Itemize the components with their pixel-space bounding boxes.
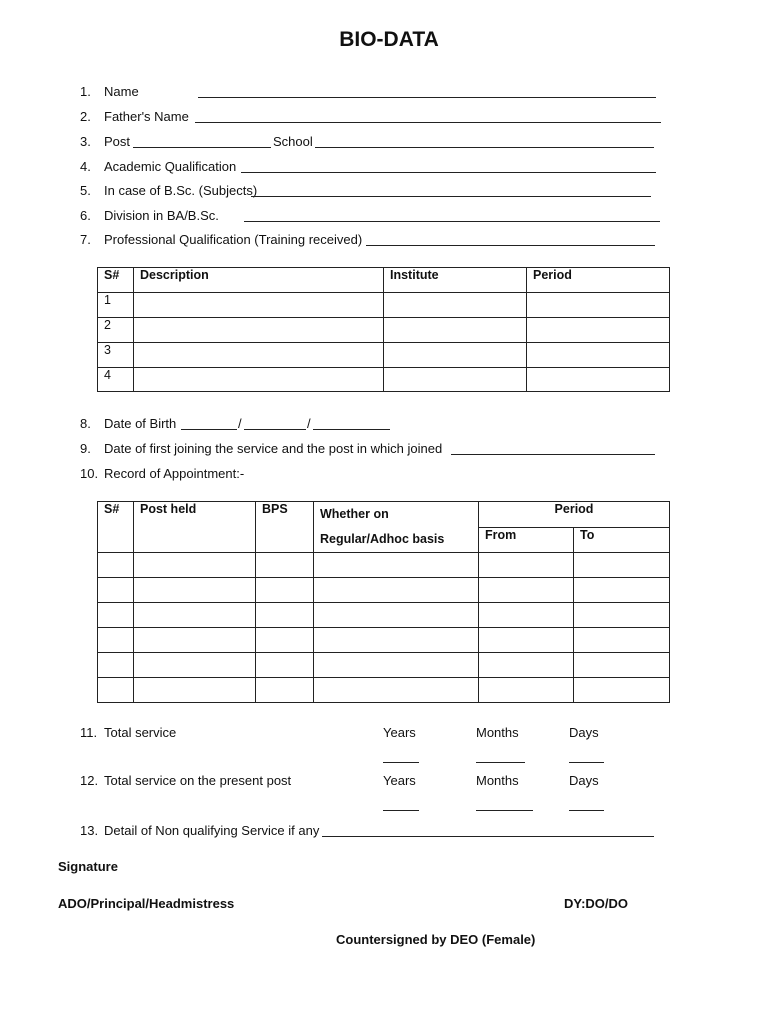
header-post-held: Post held	[134, 502, 256, 553]
cell-bps[interactable]	[256, 628, 314, 653]
field-first-joining: 9. Date of first joining the service and the post in which joined	[80, 441, 443, 456]
cell-sno[interactable]	[98, 628, 134, 653]
cell-description[interactable]	[134, 318, 384, 343]
cell-post-held[interactable]	[134, 678, 256, 703]
header-basis-line1: Whether on	[320, 507, 389, 521]
header-description: Description	[134, 268, 384, 293]
cell-bps[interactable]	[256, 553, 314, 578]
header-period: Period	[479, 502, 670, 528]
row-number: 1	[98, 293, 134, 318]
field-post: 3. Post	[80, 134, 131, 149]
total-service-years-line[interactable]	[383, 762, 419, 763]
cell-basis[interactable]	[314, 678, 479, 703]
table-row	[98, 553, 670, 578]
ado-label: ADO/Principal/Headmistress	[58, 896, 235, 911]
cell-sno[interactable]	[98, 578, 134, 603]
first-joining-input-line[interactable]	[451, 454, 655, 455]
cell-bps[interactable]	[256, 653, 314, 678]
table-row	[98, 653, 670, 678]
cell-to[interactable]	[574, 603, 670, 628]
cell-sno[interactable]	[98, 603, 134, 628]
academic-input-line[interactable]	[241, 172, 656, 173]
cell-to[interactable]	[574, 678, 670, 703]
cell-to[interactable]	[574, 628, 670, 653]
name-input-line[interactable]	[198, 97, 656, 98]
row-number: 3	[98, 343, 134, 368]
dob-day-line[interactable]	[181, 429, 237, 430]
table-row	[98, 368, 670, 392]
cell-bps[interactable]	[256, 603, 314, 628]
cell-bps[interactable]	[256, 678, 314, 703]
cell-sno[interactable]	[98, 553, 134, 578]
dy-do-label: DY:DO/DO	[564, 896, 629, 911]
field-division: 6. Division in BA/B.Sc.	[80, 208, 219, 223]
table-row	[98, 293, 670, 318]
field-present-post-service: 12. Total service on the present post	[80, 773, 292, 788]
division-input-line[interactable]	[244, 221, 660, 222]
cell-description[interactable]	[134, 368, 384, 392]
header-to: To	[574, 527, 670, 553]
training-table	[97, 267, 670, 392]
cell-from[interactable]	[479, 553, 574, 578]
table-row	[98, 603, 670, 628]
table-row	[98, 628, 670, 653]
header-sno: S#	[98, 502, 134, 553]
present-post-months-line[interactable]	[476, 810, 533, 811]
field-fathers-name: 2. Father's Name	[80, 109, 189, 124]
cell-post-held[interactable]	[134, 603, 256, 628]
cell-to[interactable]	[574, 653, 670, 678]
header-bps: BPS	[256, 502, 314, 553]
cell-sno[interactable]	[98, 678, 134, 703]
cell-period[interactable]	[527, 318, 670, 343]
header-institute: Institute	[384, 268, 527, 293]
cell-basis[interactable]	[314, 628, 479, 653]
date-separator: /	[238, 416, 242, 431]
cell-from[interactable]	[479, 578, 574, 603]
non-qualifying-input-line[interactable]	[322, 836, 654, 837]
header-basis	[314, 502, 479, 553]
cell-basis[interactable]	[314, 603, 479, 628]
cell-period[interactable]	[527, 368, 670, 392]
row-number: 4	[98, 368, 134, 392]
cell-post-held[interactable]	[134, 628, 256, 653]
table-row	[98, 678, 670, 703]
professional-input-line[interactable]	[366, 245, 655, 246]
school-input-line[interactable]	[315, 147, 654, 148]
cell-description[interactable]	[134, 343, 384, 368]
dob-year-line[interactable]	[313, 429, 390, 430]
present-post-days-label: Days	[569, 773, 599, 788]
total-service-months-line[interactable]	[476, 762, 525, 763]
bsc-subjects-input-line[interactable]	[251, 196, 651, 197]
field-record-appointment: 10. Record of Appointment:-	[80, 466, 245, 481]
cell-from[interactable]	[479, 628, 574, 653]
table-row	[98, 578, 670, 603]
cell-basis[interactable]	[314, 578, 479, 603]
cell-institute[interactable]	[384, 318, 527, 343]
field-school-label: School	[273, 134, 313, 149]
field-professional: 7. Professional Qualification (Training received)	[80, 232, 363, 247]
cell-sno[interactable]	[98, 653, 134, 678]
header-period: Period	[527, 268, 670, 293]
present-post-days-line[interactable]	[569, 810, 604, 811]
post-input-line[interactable]	[133, 147, 271, 148]
appointment-table	[97, 501, 670, 703]
present-post-years-line[interactable]	[383, 810, 419, 811]
header-from: From	[479, 527, 574, 553]
cell-description[interactable]	[134, 293, 384, 318]
dob-month-line[interactable]	[244, 429, 306, 430]
cell-from[interactable]	[479, 603, 574, 628]
cell-bps[interactable]	[256, 578, 314, 603]
table-row	[98, 343, 670, 368]
cell-institute[interactable]	[384, 293, 527, 318]
cell-to[interactable]	[574, 578, 670, 603]
field-total-service: 11. Total service	[80, 725, 177, 740]
date-separator: /	[307, 416, 311, 431]
countersigned-label: Countersigned by DEO (Female)	[336, 932, 536, 947]
cell-from[interactable]	[479, 678, 574, 703]
present-post-years-label: Years	[383, 773, 416, 788]
cell-institute[interactable]	[384, 368, 527, 392]
field-non-qualifying: 13. Detail of Non qualifying Service if any	[80, 823, 320, 838]
cell-post-held[interactable]	[134, 578, 256, 603]
cell-to[interactable]	[574, 553, 670, 578]
present-post-months-label: Months	[476, 773, 519, 788]
header-sno: S#	[98, 268, 134, 293]
row-number: 2	[98, 318, 134, 343]
total-service-days-label: Days	[569, 725, 599, 740]
cell-post-held[interactable]	[134, 653, 256, 678]
total-service-months-label: Months	[476, 725, 519, 740]
field-bsc-subjects: 5. In case of B.Sc. (Subjects)	[80, 183, 258, 198]
cell-period[interactable]	[527, 293, 670, 318]
signature-label: Signature	[58, 859, 118, 874]
cell-post-held[interactable]	[134, 553, 256, 578]
cell-basis[interactable]	[314, 553, 479, 578]
appointment-table-body	[98, 553, 670, 703]
total-service-years-label: Years	[383, 725, 416, 740]
table-row	[98, 318, 670, 343]
fathers-name-input-line[interactable]	[195, 122, 661, 123]
field-dob: 8. Date of Birth	[80, 416, 177, 431]
field-name: 1. Name	[80, 84, 139, 99]
cell-basis[interactable]	[314, 653, 479, 678]
total-service-days-line[interactable]	[569, 762, 604, 763]
page-title: BIO-DATA	[339, 28, 439, 51]
field-academic: 4. Academic Qualification	[80, 159, 237, 174]
header-basis-line2: Regular/Adhoc basis	[320, 532, 445, 546]
cell-period[interactable]	[527, 343, 670, 368]
cell-institute[interactable]	[384, 343, 527, 368]
cell-from[interactable]	[479, 653, 574, 678]
